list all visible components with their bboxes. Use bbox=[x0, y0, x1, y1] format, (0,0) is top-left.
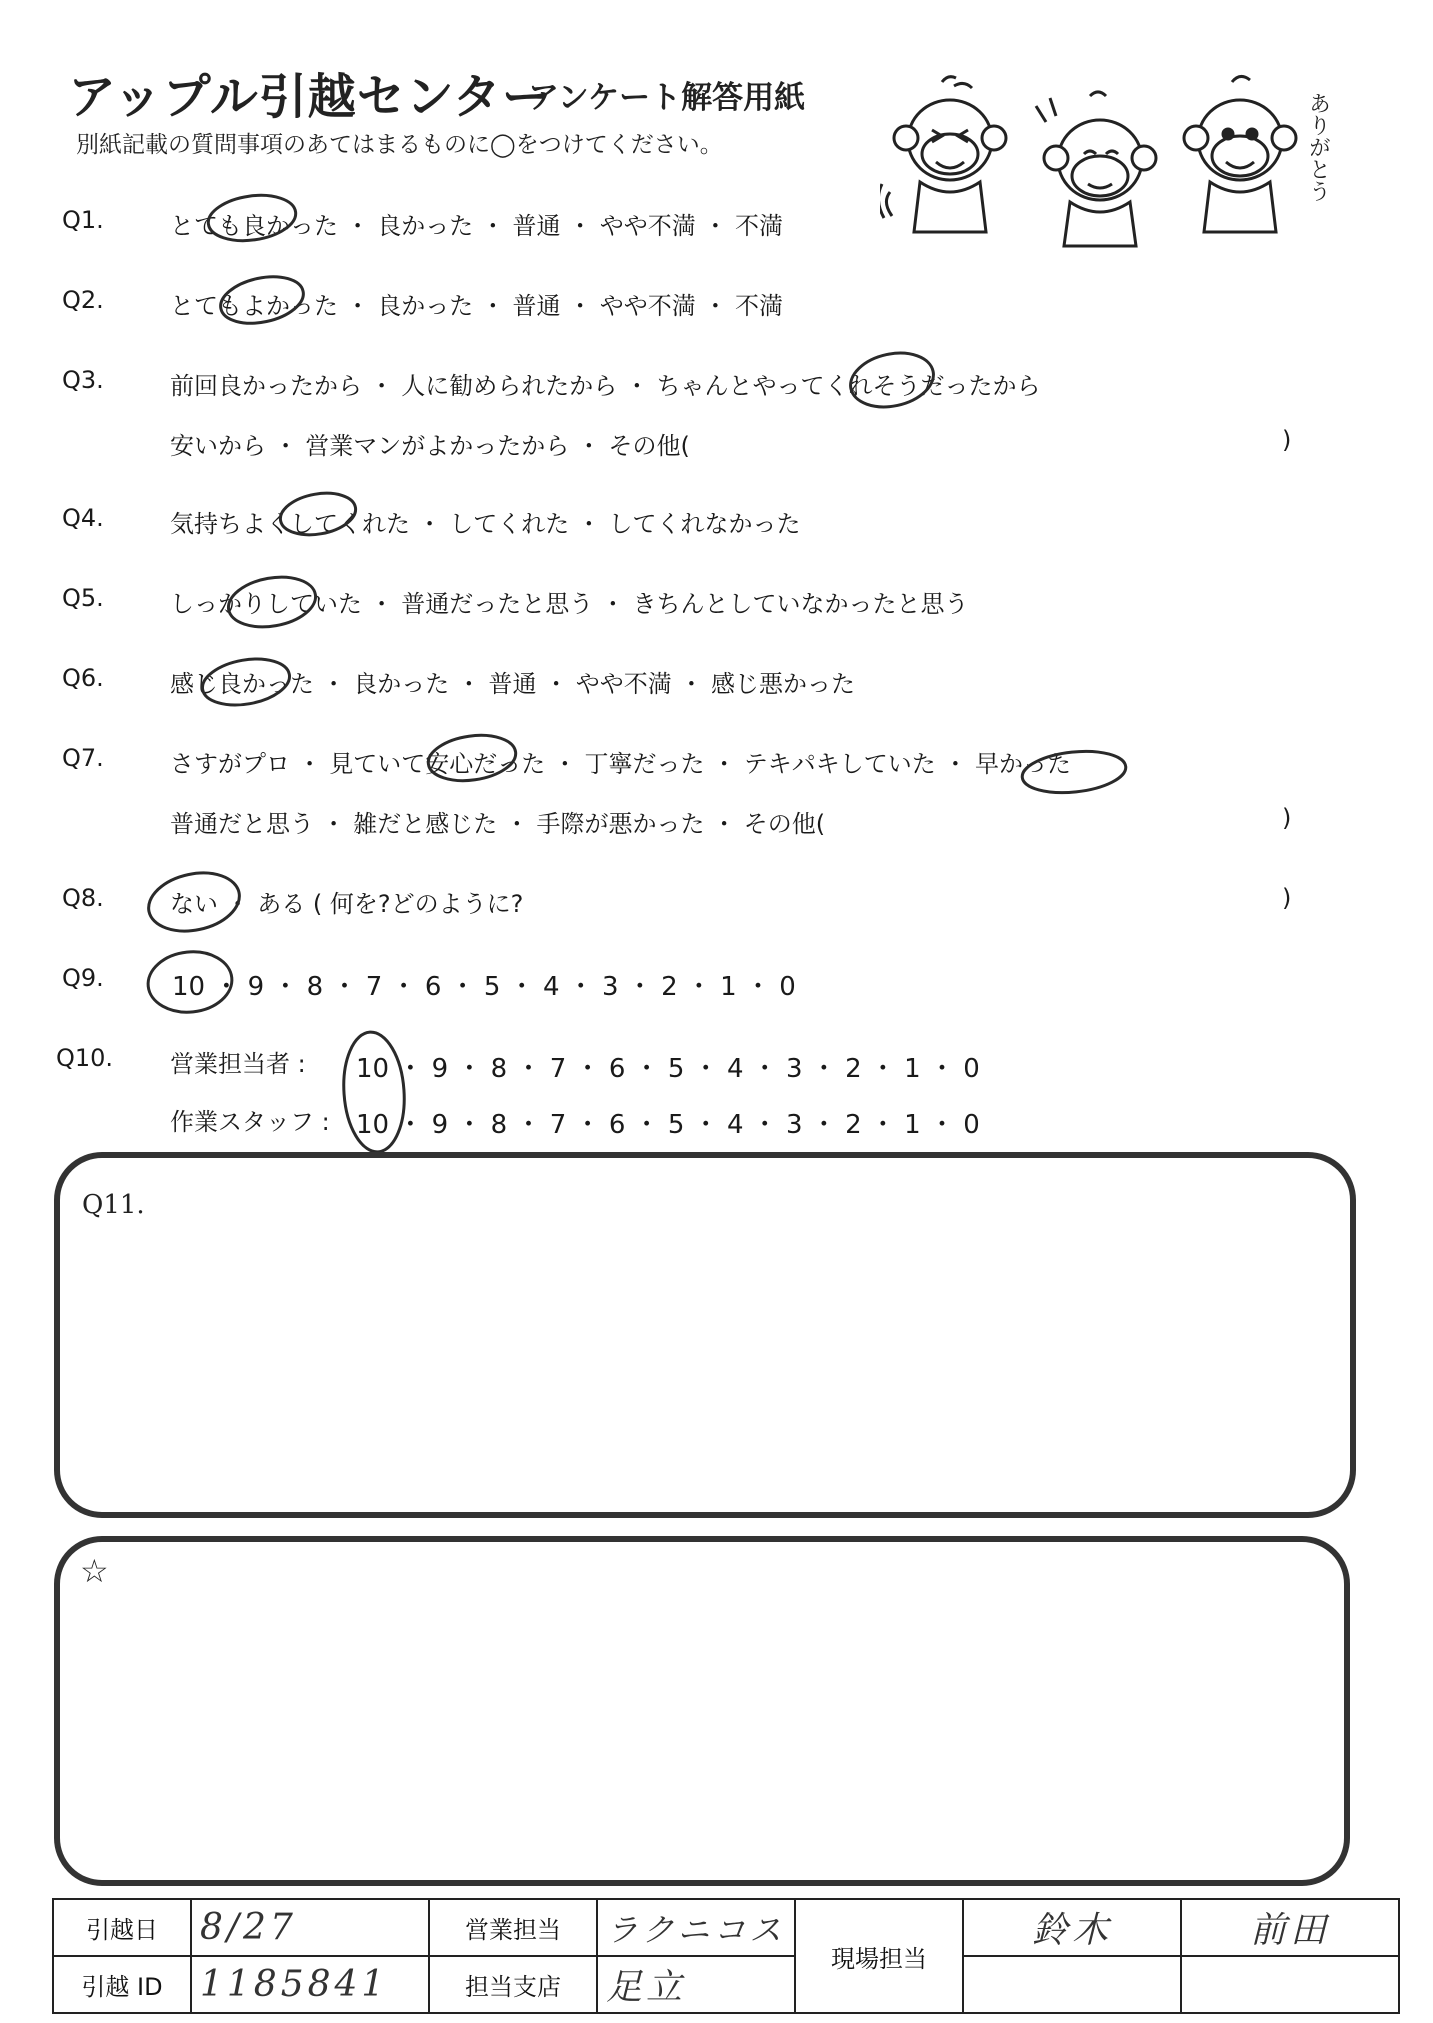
q10-staff-scale[interactable]: 10 ・ 9 ・ 8 ・ 7 ・ 6 ・ 5 ・ 4 ・ 3 ・ 2 ・ 1 ・ 0 bbox=[356, 1110, 980, 1140]
q7-options-line2[interactable]: 普通だと思う ・ 雑だと感じた ・ 手際が悪かった ・ その他( bbox=[170, 810, 826, 838]
move-id-value[interactable]: 1185841 bbox=[191, 1956, 429, 2013]
instructions: 別紙記載の質問事項のあてはまるものに◯をつけてください。 bbox=[76, 132, 723, 158]
q2-label: Q2. bbox=[62, 286, 104, 314]
form-title: アンケート解答用紙 bbox=[528, 80, 806, 116]
q8-label: Q8. bbox=[62, 884, 104, 912]
q6-options[interactable]: 感じ良かった ・ 良かった ・ 普通 ・ やや不満 ・ 感じ悪かった bbox=[170, 670, 856, 698]
star-comment-box[interactable] bbox=[54, 1536, 1350, 1886]
footer-info-table bbox=[52, 1898, 1400, 2014]
q7-label: Q7. bbox=[62, 744, 104, 772]
site-staff-value-1[interactable]: 鈴木 bbox=[963, 1899, 1181, 1956]
q10-label: Q10. bbox=[56, 1044, 114, 1072]
monkey-icon bbox=[1036, 92, 1156, 246]
q7-close-paren: ) bbox=[1282, 804, 1292, 832]
q9-label: Q9. bbox=[62, 964, 104, 992]
q9-scale[interactable]: 10 ・ 9 ・ 8 ・ 7 ・ 6 ・ 5 ・ 4 ・ 3 ・ 2 ・ 1 ・ 0 bbox=[172, 972, 796, 1002]
sales-rep-value[interactable]: ラクニコス bbox=[597, 1899, 795, 1956]
q6-label: Q6. bbox=[62, 664, 104, 692]
move-id-label: 引越 ID bbox=[53, 1956, 191, 2013]
q11-comment-box[interactable] bbox=[54, 1152, 1356, 1518]
q3-options-line2[interactable]: 安いから ・ 営業マンがよかったから ・ その他( bbox=[170, 432, 690, 460]
monkey-icon bbox=[1184, 76, 1296, 232]
q10-sales-label: 営業担当者 : bbox=[170, 1050, 306, 1078]
q8-close-paren: ) bbox=[1282, 884, 1292, 912]
star-icon: ☆ bbox=[80, 1552, 109, 1590]
q5-options[interactable]: しっかりしていた ・ 普通だったと思う ・ きちんとしていなかったと思う bbox=[170, 590, 969, 618]
site-staff-label: 現場担当 bbox=[795, 1899, 963, 2013]
company-brand: アップル引越センター bbox=[68, 69, 551, 125]
q1-options[interactable]: とても良かった ・ 良かった ・ 普通 ・ やや不満 ・ 不満 bbox=[170, 212, 784, 240]
q3-close-paren: ) bbox=[1282, 426, 1292, 454]
branch-label: 担当支店 bbox=[429, 1956, 597, 2013]
q4-options[interactable]: 気持ちよくしてくれた ・ してくれた ・ してくれなかった bbox=[170, 510, 801, 538]
move-date-label: 引越日 bbox=[53, 1899, 191, 1956]
site-staff-value-2[interactable]: 前田 bbox=[1181, 1899, 1399, 1956]
q8-options[interactable]: ない ・ ある ( 何を?どのように? bbox=[170, 890, 524, 918]
q1-label: Q1. bbox=[62, 206, 104, 234]
site-staff-empty-2[interactable] bbox=[1181, 1956, 1399, 2013]
q3-label: Q3. bbox=[62, 366, 104, 394]
sales-rep-label: 営業担当 bbox=[429, 1899, 597, 1956]
monkey-mascots-illustration bbox=[880, 72, 1340, 252]
q2-options[interactable]: とてもよかった ・ 良かった ・ 普通 ・ やや不満 ・ 不満 bbox=[170, 292, 784, 320]
site-staff-empty-1[interactable] bbox=[963, 1956, 1181, 2013]
q3-options-line1[interactable]: 前回良かったから ・ 人に勧められたから ・ ちゃんとやってくれそうだったから bbox=[170, 372, 1041, 400]
branch-value[interactable]: 足立 bbox=[597, 1956, 795, 2013]
move-date-value[interactable]: 8/27 bbox=[191, 1899, 429, 1956]
q10-staff-label: 作業スタッフ : bbox=[170, 1108, 330, 1136]
q7-options-line1[interactable]: さすがプロ ・ 見ていて安心だった ・ 丁寧だった ・ テキパキしていた ・ 早かった bbox=[170, 750, 1072, 778]
q5-label: Q5. bbox=[62, 584, 104, 612]
mascot-caption: ありがとう bbox=[1305, 92, 1331, 202]
q10-sales-scale[interactable]: 10 ・ 9 ・ 8 ・ 7 ・ 6 ・ 5 ・ 4 ・ 3 ・ 2 ・ 1 ・ 0 bbox=[356, 1054, 980, 1084]
q4-label: Q4. bbox=[62, 504, 104, 532]
q11-label: Q11. bbox=[82, 1190, 145, 1220]
monkey-icon bbox=[880, 77, 1006, 232]
